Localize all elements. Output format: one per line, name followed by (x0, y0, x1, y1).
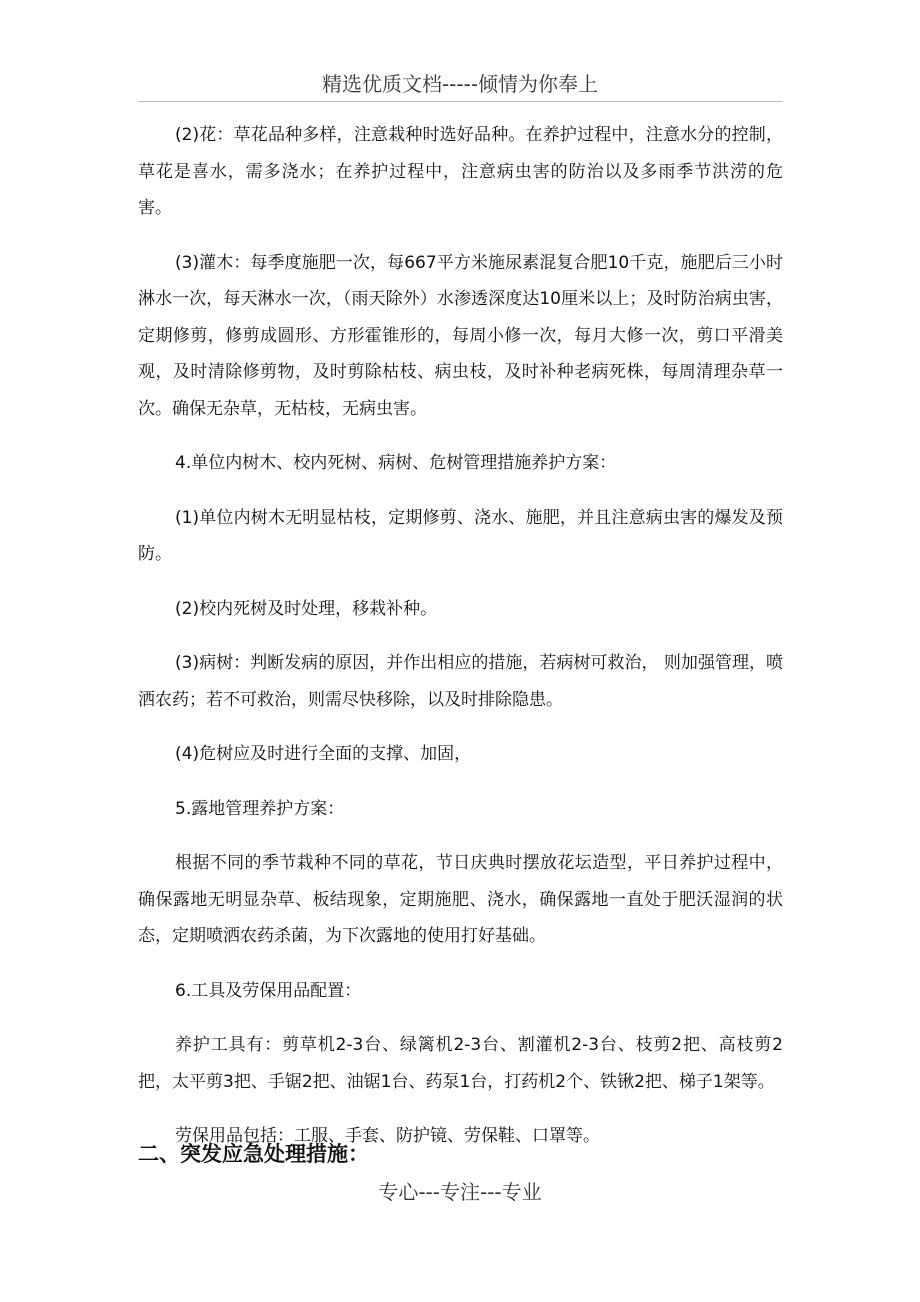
paragraph-dangerous-trees: (4)危树应及时进行全面的支撑、加固， (175, 744, 472, 764)
paragraph-shrubs: (3)灌木：每季度施肥一次，每667平方米施尿素混复合肥10千克，施肥后三小时淋水一次，每天淋水一次，（雨天除外）水渗透深度达10厘米以上；及时防治病虫害，定期修剪，修剪成圆形、方形霍锥形的，每周小修一次，每月大修一次，剪口平滑美观，及时清除修剪物，及时剪除枯枝、病虫枝，及时补种老病死株，每周清理杂草一次。确保无杂草，无枯枝，无病虫害。 (138, 252, 783, 419)
heading-open-ground: 5.露地管理养护方案： (175, 798, 345, 819)
section-title-emergency: 二、突发应急处理措施： (138, 1142, 369, 1166)
paragraph-tools: 养护工具有：剪草机2-3台、绿篱机2-3台、割灌机2-3台、枝剪2把、高枝剪2把，太平剪3把、手锯2把、油锯1台、药泵1台，打药机2个、铁锹2把、梯子1架等。 (138, 1035, 783, 1092)
paragraph-open-ground: 根据不同的季节栽种不同的草花，节日庆典时摆放花坛造型，平日养护过程中，确保露地无明显杂草、板结现象，定期施肥、浇水，确保露地一直处于肥沃湿润的状态，定期喷洒农药杀菌，为下次露地的使用打好基础。 (138, 853, 783, 946)
page-footer: 专心---专注---专业 (378, 1180, 542, 1204)
paragraph-flowers: (2)花：草花品种多样，注意栽种时选好品种。在养护过程中，注意水分的控制，草花是喜水，需多浇水；在养护过程中，注意病虫害的防治以及多雨季节洪涝的危害。 (138, 125, 783, 218)
paragraph-unit-trees: (1)单位内树木无明显枯枝，定期修剪、浇水、施肥，并且注意病虫害的爆发及预防。 (138, 507, 783, 564)
page-header: 精选优质文档-----倾情为你奉上 (321, 72, 599, 96)
heading-trees-plan: 4.单位内树木、校内死树、病树、危树管理措施养护方案： (175, 453, 617, 473)
heading-tools: 6.工具及劳保用品配置： (175, 980, 362, 1001)
document-body (138, 117, 783, 1173)
header-divider (138, 101, 783, 102)
paragraph-protective-gear: 劳保用品包括：工服、手套、防护镜、劳保鞋、口罩等。 (175, 1126, 600, 1146)
paragraph-dead-trees: (2)校内死树及时处理，移栽补种。 (175, 598, 438, 619)
paragraph-sick-trees: (3)病树：判断发病的原因，并作出相应的措施，若病树可救治， 则加强管理，喷洒农药；若不可救治，则需尽快移除，以及时排除隐患。 (138, 653, 783, 710)
